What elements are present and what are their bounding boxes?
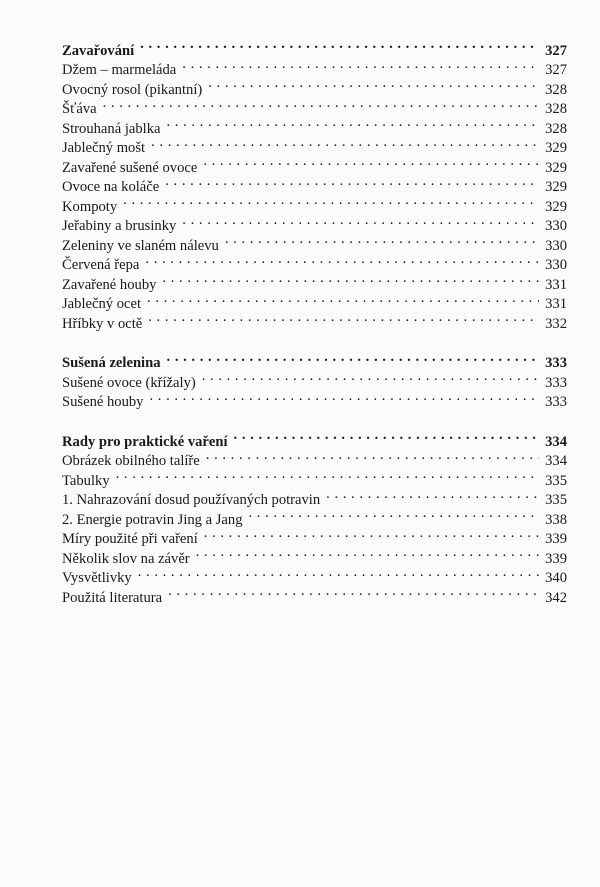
page-number: 331 bbox=[545, 296, 567, 312]
page-number: 330 bbox=[545, 218, 567, 234]
page-number: 327 bbox=[545, 42, 567, 59]
dot-leader bbox=[182, 211, 539, 231]
dot-leader bbox=[138, 563, 539, 583]
page-number: 335 bbox=[545, 472, 567, 489]
entry-title: Zavařené sušené ovoce bbox=[62, 159, 198, 176]
entry-title: Jablečný ocet bbox=[62, 296, 142, 312]
page-number: 330 bbox=[545, 237, 567, 254]
entry-title: Míry použité při vaření bbox=[62, 531, 198, 547]
toc-section-header bbox=[62, 348, 567, 371]
page-number: 338 bbox=[545, 511, 567, 528]
entry-title: Sušené houby bbox=[62, 394, 144, 410]
toc-section-rady bbox=[62, 426, 567, 606]
toc-section-header bbox=[62, 426, 567, 450]
entry-title: 1. Nahrazování dosud používaných potravin bbox=[62, 492, 321, 508]
dot-leader bbox=[326, 485, 539, 505]
dot-leader bbox=[148, 308, 539, 328]
page-number: 331 bbox=[545, 276, 567, 293]
entry-title: Sušené ovoce (křížaly) bbox=[62, 374, 196, 391]
toc-entry bbox=[62, 211, 567, 234]
toc-entry bbox=[62, 465, 567, 489]
toc-section-zavarovani bbox=[62, 35, 567, 332]
page-number: 330 bbox=[545, 257, 567, 273]
page-number: 329 bbox=[545, 179, 567, 195]
entry-title: Použitá literatura bbox=[62, 589, 163, 606]
dot-leader bbox=[145, 250, 539, 270]
toc-entry bbox=[62, 113, 567, 137]
dot-leader bbox=[167, 348, 540, 368]
page-number: 339 bbox=[545, 550, 567, 567]
entry-title: Jablečný mošt bbox=[62, 140, 146, 156]
page-number: 333 bbox=[545, 394, 567, 410]
entry-title: Šťáva bbox=[62, 101, 97, 117]
toc-entry bbox=[62, 191, 567, 215]
section-title: Zavařování bbox=[62, 42, 135, 59]
dot-leader bbox=[147, 289, 539, 309]
entry-title: Kompoty bbox=[62, 198, 118, 215]
dot-leader bbox=[196, 543, 539, 563]
page-number: 332 bbox=[545, 315, 567, 332]
page-number: 334 bbox=[545, 453, 567, 469]
page-number: 328 bbox=[545, 120, 567, 137]
page-number: 329 bbox=[545, 198, 567, 215]
toc-entry bbox=[62, 94, 567, 117]
page-number: 329 bbox=[545, 159, 567, 176]
page-number: 339 bbox=[545, 531, 567, 547]
page-number: 342 bbox=[545, 589, 567, 606]
entry-title: Strouhaná jablka bbox=[62, 120, 161, 137]
dot-leader bbox=[103, 94, 540, 114]
entry-title: Zavařené houby bbox=[62, 276, 157, 293]
dot-leader bbox=[206, 446, 539, 466]
entry-title: Hříbky v octě bbox=[62, 315, 143, 332]
dot-leader bbox=[149, 387, 539, 407]
dot-leader bbox=[204, 524, 539, 544]
dot-leader bbox=[208, 74, 539, 94]
dot-leader bbox=[166, 113, 539, 133]
toc-section-susena-zelenina bbox=[62, 348, 567, 410]
toc-entry bbox=[62, 582, 567, 606]
page-number: 333 bbox=[545, 374, 567, 391]
dot-leader bbox=[116, 465, 539, 485]
page-number: 328 bbox=[545, 81, 567, 98]
entry-title: Ovocný rosol (pikantní) bbox=[62, 81, 203, 98]
page-number: 340 bbox=[545, 570, 567, 586]
entry-title: Vysvětlivky bbox=[62, 570, 132, 586]
dot-leader bbox=[202, 367, 539, 387]
dot-leader bbox=[225, 230, 539, 250]
dot-leader bbox=[203, 152, 539, 172]
dot-leader bbox=[165, 172, 539, 192]
page-number: 329 bbox=[545, 140, 567, 156]
section-title: Sušená zelenina bbox=[62, 355, 161, 371]
entry-title: Zeleniny ve slaném nálevu bbox=[62, 237, 219, 254]
entry-title: Několik slov na závěr bbox=[62, 550, 190, 567]
toc-entry bbox=[62, 563, 567, 586]
entry-title: Jeřabiny a brusinky bbox=[62, 218, 177, 234]
entry-title: Obrázek obilného talíře bbox=[62, 453, 200, 469]
dot-leader bbox=[234, 426, 540, 446]
dot-leader bbox=[140, 35, 539, 55]
dot-leader bbox=[249, 504, 540, 524]
entry-title: 2. Energie potravin Jing a Jang bbox=[62, 511, 243, 528]
toc-entry bbox=[62, 485, 567, 508]
entry-title: Ovoce na koláče bbox=[62, 179, 160, 195]
page-number: 334 bbox=[545, 433, 567, 450]
toc-section-header bbox=[62, 35, 567, 59]
dot-leader bbox=[168, 582, 539, 602]
dot-leader bbox=[182, 55, 539, 75]
dot-leader bbox=[162, 269, 539, 289]
page-number: 327 bbox=[545, 62, 567, 78]
entry-title: Červená řepa bbox=[62, 257, 140, 273]
entry-title: Tabulky bbox=[62, 472, 110, 489]
section-title: Rady pro praktické vaření bbox=[62, 433, 228, 450]
page-number: 328 bbox=[545, 101, 567, 117]
page-number: 335 bbox=[545, 492, 567, 508]
entry-title: Džem – marmeláda bbox=[62, 62, 177, 78]
dot-leader bbox=[123, 191, 539, 211]
page-number: 333 bbox=[545, 355, 567, 371]
dot-leader bbox=[151, 133, 539, 153]
